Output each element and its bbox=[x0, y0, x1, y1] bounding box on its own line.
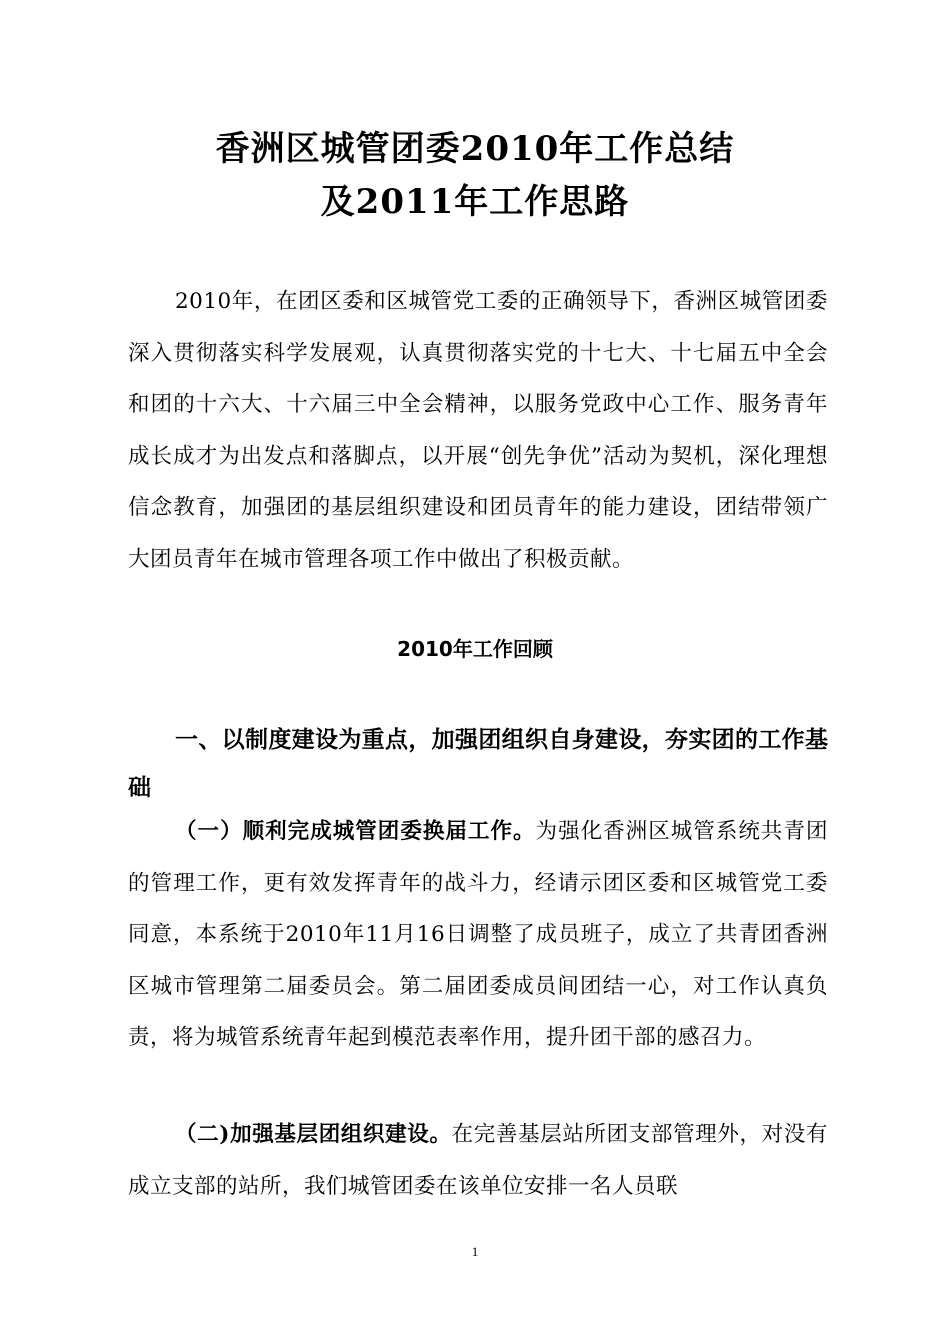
item-1-text: 为强化香洲区城管系统共青团的管理工作，更有效发挥青年的战斗力，经请示团区委和区城管党工委同意，本系统于2010年11月16日调整了成员班子，成立了共青团香洲区城市管理第二届委员会。第二届团委成员间团结一心，对工作认真负责，将为城管系统青年起到模范表率作用，提升团干部的感召力。 bbox=[128, 819, 828, 1050]
section-heading: 2010年工作回顾 bbox=[397, 637, 553, 661]
page-number: 1 bbox=[471, 1244, 479, 1259]
item-2-lead: （二)加强基层团组织建设。 bbox=[175, 1122, 452, 1147]
item-1-lead: （一）顺利完成城管团委换届工作。 bbox=[175, 819, 536, 844]
document-title-line-1: 香洲区城管团委2010年工作总结 bbox=[215, 129, 735, 169]
intro-paragraph: 2010年，在团区委和区城管党工委的正确领导下，香洲区城管团委深入贯彻落实科学发展观，认真贯彻落实党的十七大、十七届五中全会和团的十六大、十六届三中全会精神，以服务党政中心工作、服务青年成长成才为出发点和落脚点，以开展“创先争优”活动为契机，深化理想信念教育，加强团的基层组织建设和团员青年的能力建设，团结带领广大团员青年在城市管理各项工作中做出了积极贡献。 bbox=[128, 289, 828, 572]
document-title-line-2: 及2011年工作思路 bbox=[320, 182, 630, 222]
item-1-paragraph bbox=[128, 806, 828, 1064]
item-2-paragraph bbox=[128, 1109, 828, 1212]
heading-1: 一、以制度建设为重点，加强团组织自身建设，夯实团的工作基础 bbox=[128, 727, 828, 801]
item-2-text: 在完善基层站所团支部管理外，对没有成立支部的站所，我们城管团委在该单位安排一名人员联 bbox=[128, 1122, 828, 1199]
